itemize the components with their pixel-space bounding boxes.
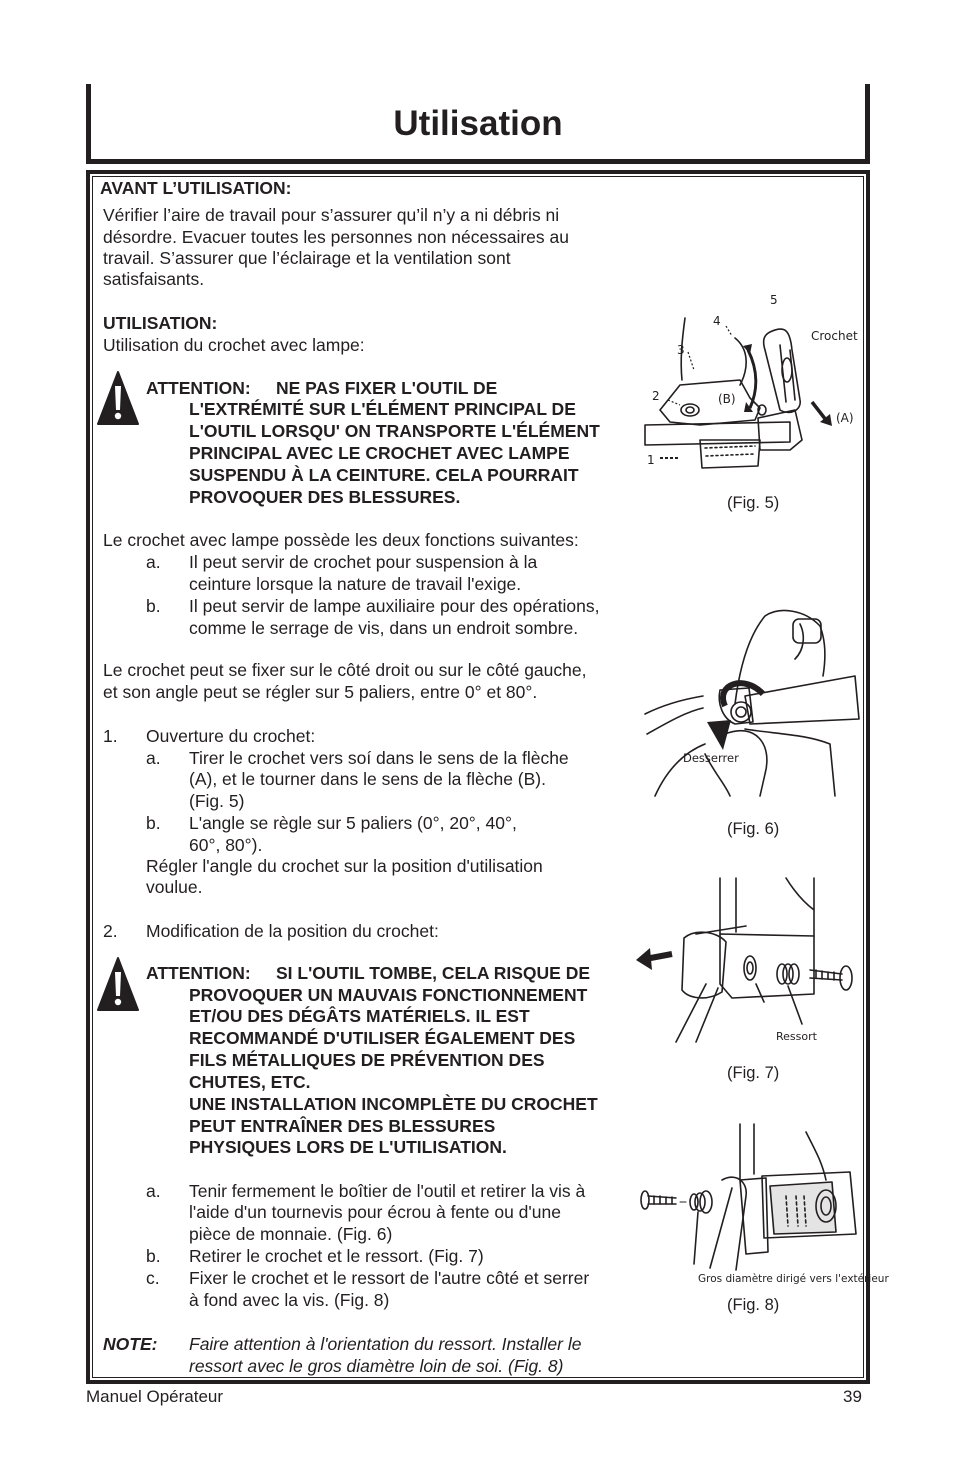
- warning2-line: SI L'OUTIL TOMBE, CELA RISQUE DE: [276, 963, 591, 983]
- warning2-line: UNE INSTALLATION INCOMPLÈTE DU CROCHET: [189, 1094, 598, 1114]
- fig5-label-crochet: Crochet: [811, 329, 858, 343]
- list-item-line: (A), et le tourner dans le sens de la flèche (B).: [189, 769, 546, 789]
- fig8-caption: (Fig. 8): [727, 1296, 780, 1314]
- list-marker: a.: [146, 748, 161, 768]
- list-item-line: Tirer le crochet vers soí dans le sens de la flèche: [189, 748, 569, 768]
- warning1-line: PROVOQUER DES BLESSURES.: [189, 487, 461, 507]
- fig5-label-1: 1: [647, 453, 655, 467]
- fig5-label-b: (B): [718, 392, 736, 406]
- warning2-line: CHUTES, ETC.: [189, 1072, 311, 1092]
- list-item-line: Il peut servir de lampe auxiliaire pour des opérations,: [189, 596, 600, 616]
- paragraph-line: et son angle peut se régler sur 5 paliers, entre 0° et 80°.: [103, 682, 538, 702]
- fig5-label-2: 2: [652, 389, 660, 403]
- warning2-line: FILS MÉTALLIQUES DE PRÉVENTION DES: [189, 1050, 545, 1070]
- section-heading-avant: AVANT L’UTILISATION:: [100, 178, 292, 198]
- list-item-line: ceinture lorsque la nature de travail l'exige.: [189, 574, 522, 594]
- list-item-line: comme le serrage de vis, dans un endroit sombre.: [189, 618, 579, 638]
- note-line: Faire attention à l'orientation du ressort. Installer le: [189, 1334, 582, 1354]
- warning2-label: ATTENTION:: [146, 963, 251, 983]
- footer-manual-name: Manuel Opérateur: [86, 1387, 224, 1406]
- list-item-line: Retirer le crochet et le ressort. (Fig. 7): [189, 1246, 484, 1266]
- warning2-line: PEUT ENTRAÎNER DES BLESSURES: [189, 1116, 496, 1136]
- list-item-line: L'angle se règle sur 5 paliers (0°, 20°, 40°,: [189, 813, 517, 833]
- fig5-caption: (Fig. 5): [727, 494, 780, 512]
- warning1-line: L'OUTIL LORSQU' ON TRANSPORTE L'ÉLÉMENT: [189, 421, 600, 441]
- figure-8-illustration: [636, 1122, 889, 1286]
- step-marker: 2.: [103, 921, 118, 941]
- list-marker: c.: [146, 1268, 160, 1288]
- fig6-label-desserrer: Desserrer: [683, 751, 739, 765]
- list-item-line: à fond avec la vis. (Fig. 8): [189, 1290, 390, 1310]
- list-marker: b.: [146, 813, 161, 833]
- paragraph-line: travail. S’assurer que l’éclairage et la ventilation sont: [103, 248, 511, 268]
- list-item-line: l'aide d'un tournevis pour écrou à fente ou d'une: [189, 1202, 561, 1222]
- figure-7-illustration: [636, 874, 864, 1046]
- step-title: Ouverture du crochet:: [146, 726, 316, 746]
- paragraph-line: Utilisation du crochet avec lampe:: [103, 335, 365, 355]
- title-box: [86, 84, 870, 164]
- list-marker: a.: [146, 1181, 161, 1201]
- fig7-caption: (Fig. 7): [727, 1064, 780, 1082]
- fig6-caption: (Fig. 6): [727, 820, 780, 838]
- list-marker: b.: [146, 596, 161, 616]
- list-marker: a.: [146, 552, 161, 572]
- warning1-line: SUSPENDU À LA CEINTURE. CELA POURRAIT: [189, 465, 579, 485]
- paragraph-line: Le crochet avec lampe possède les deux fonctions suivantes:: [103, 530, 579, 550]
- list-item-line: Fixer le crochet et le ressort de l'autre côté et serrer: [189, 1268, 590, 1288]
- paragraph-line: désordre. Evacuer toutes les personnes non nécessaires au: [103, 227, 569, 247]
- warning1-label: ATTENTION:: [146, 378, 251, 398]
- paragraph-line: Régler l'angle du crochet sur la position d'utilisation: [146, 856, 543, 876]
- note-line: ressort avec le gros diamètre loin de soi. (Fig. 8): [189, 1356, 564, 1376]
- paragraph-line: voulue.: [146, 877, 203, 897]
- list-marker: b.: [146, 1246, 161, 1266]
- warning2-line: RECOMMANDÉ D'UTILISER ÉGALEMENT DES: [189, 1028, 576, 1048]
- fig5-label-5: 5: [770, 293, 778, 307]
- list-item-line: Tenir fermement le boîtier de l'outil et retirer la vis à: [189, 1181, 586, 1201]
- warning2-line: ET/OU DES DÉGÂTS MATÉRIELS. IL EST: [189, 1006, 530, 1026]
- paragraph-line: satisfaisants.: [103, 269, 205, 289]
- note-label: NOTE:: [103, 1334, 158, 1354]
- list-item-line: 60°, 80°).: [189, 835, 263, 855]
- list-item-line: Il peut servir de crochet pour suspension à la: [189, 552, 538, 572]
- warning2-line: PROVOQUER UN MAUVAIS FONCTIONNEMENT: [189, 985, 588, 1005]
- warning1-line: L'EXTRÉMITÉ SUR L'ÉLÉMENT PRINCIPAL DE: [189, 399, 576, 419]
- paragraph-line: Le crochet peut se fixer sur le côté droit ou sur le côté gauche,: [103, 660, 587, 680]
- section-heading-utilisation: UTILISATION:: [103, 313, 218, 333]
- fig5-label-3: 3: [677, 343, 685, 357]
- step-marker: 1.: [103, 726, 118, 746]
- figure-5-illustration: [640, 290, 864, 490]
- fig8-label-gros-diametre: Gros diamètre dirigé vers l'extérieur: [698, 1273, 889, 1285]
- figure-6-illustration: [645, 604, 865, 800]
- fig5-label-4: 4: [713, 314, 721, 328]
- warning2-line: PHYSIQUES LORS DE L'UTILISATION.: [189, 1137, 507, 1157]
- list-item-line: (Fig. 5): [189, 791, 245, 811]
- fig7-label-ressort: Ressort: [776, 1030, 817, 1043]
- step-title: Modification de la position du crochet:: [146, 921, 439, 941]
- warning1-line: NE PAS FIXER L'OUTIL DE: [276, 378, 498, 398]
- warning-icon: [96, 370, 140, 426]
- page-title: Utilisation: [393, 104, 563, 143]
- footer-page-number: 39: [843, 1387, 862, 1406]
- warning-icon: [96, 956, 140, 1012]
- warning1-line: PRINCIPAL AVEC LE CROCHET AVEC LAMPE: [189, 443, 570, 463]
- fig5-label-a: (A): [836, 411, 854, 425]
- list-item-line: pièce de monnaie. (Fig. 6): [189, 1224, 393, 1244]
- paragraph-line: Vérifier l’aire de travail pour s’assurer qu’il n’y a ni débris ni: [103, 205, 560, 225]
